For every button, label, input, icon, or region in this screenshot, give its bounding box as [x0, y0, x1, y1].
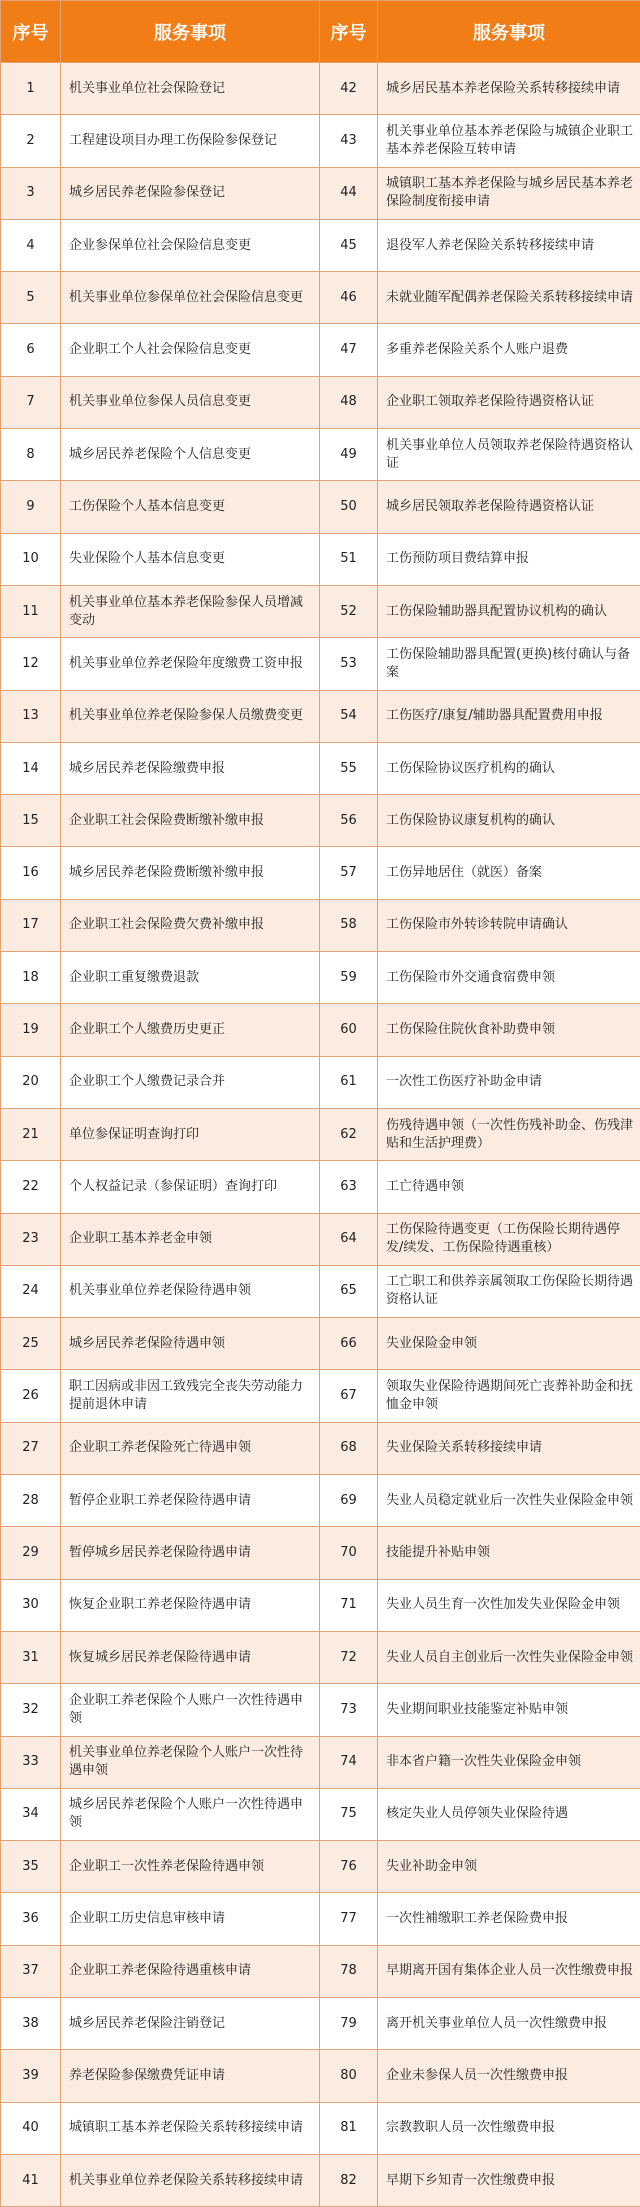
header-service-right: 服务事项 — [378, 1, 640, 63]
item-service: 企业职工一次性养老保险待遇申领 — [61, 1841, 320, 1893]
item-service: 恢复企业职工养老保险待遇申请 — [61, 1579, 320, 1631]
item-service: 一次性工伤医疗补助金申请 — [378, 1056, 640, 1108]
table-row — [1, 742, 640, 794]
item-service: 非本省户籍一次性失业保险金申领 — [378, 1736, 640, 1788]
item-index: 29 — [1, 1527, 61, 1579]
item-index: 65 — [320, 1265, 378, 1317]
item-index: 49 — [320, 429, 378, 481]
item-service: 工伤保险协议康复机构的确认 — [378, 795, 640, 847]
item-service: 企业职工社会保险费断缴补缴申报 — [61, 795, 320, 847]
table-row — [1, 1213, 640, 1265]
item-service: 失业保险个人基本信息变更 — [61, 533, 320, 585]
item-service: 退役军人养老保险关系转移接续申请 — [378, 219, 640, 271]
table-row — [1, 1475, 640, 1527]
item-service: 工伤保险住院伙食补助费申领 — [378, 1004, 640, 1056]
table-row — [1, 899, 640, 951]
item-index: 69 — [320, 1475, 378, 1527]
item-index: 56 — [320, 795, 378, 847]
table-row — [1, 219, 640, 271]
item-index: 36 — [1, 1893, 61, 1945]
item-index: 81 — [320, 2102, 378, 2154]
item-service: 机关事业单位参保单位社会保险信息变更 — [61, 272, 320, 324]
table-row — [1, 481, 640, 533]
item-index: 16 — [1, 847, 61, 899]
table-row — [1, 2102, 640, 2154]
item-index: 8 — [1, 429, 61, 481]
item-index: 19 — [1, 1004, 61, 1056]
item-service: 失业保险金申领 — [378, 1318, 640, 1370]
item-service: 领取失业保险待遇期间死亡丧葬补助金和抚恤金申领 — [378, 1370, 640, 1422]
item-service: 城乡居民养老保险费断缴补缴申报 — [61, 847, 320, 899]
item-service: 工亡职工和供养亲属领取工伤保险长期待遇资格认证 — [378, 1265, 640, 1317]
item-index: 14 — [1, 742, 61, 794]
item-service: 工伤保险市外交通食宿费申领 — [378, 952, 640, 1004]
item-index: 32 — [1, 1684, 61, 1736]
item-service: 工伤预防项目费结算申报 — [378, 533, 640, 585]
item-index: 6 — [1, 324, 61, 376]
item-service: 企业参保单位社会保险信息变更 — [61, 219, 320, 271]
item-index: 34 — [1, 1788, 61, 1840]
item-index: 17 — [1, 899, 61, 951]
item-service: 城镇职工基本养老保险关系转移接续申请 — [61, 2102, 320, 2154]
item-index: 75 — [320, 1788, 378, 1840]
item-service: 企业职工养老保险死亡待遇申领 — [61, 1422, 320, 1474]
table-row — [1, 429, 640, 481]
item-index: 12 — [1, 638, 61, 690]
item-service: 工伤保险协议医疗机构的确认 — [378, 742, 640, 794]
item-service: 暂停企业职工养老保险待遇申请 — [61, 1475, 320, 1527]
item-index: 61 — [320, 1056, 378, 1108]
item-index: 77 — [320, 1893, 378, 1945]
item-index: 62 — [320, 1108, 378, 1160]
table-row — [1, 324, 640, 376]
table-row — [1, 1161, 640, 1213]
item-index: 40 — [1, 2102, 61, 2154]
item-service: 城镇职工基本养老保险与城乡居民基本养老保险制度衔接申请 — [378, 167, 640, 219]
item-service: 失业期间职业技能鉴定补贴申领 — [378, 1684, 640, 1736]
item-index: 63 — [320, 1161, 378, 1213]
item-index: 37 — [1, 1945, 61, 1997]
item-index: 9 — [1, 481, 61, 533]
header-index-left: 序号 — [1, 1, 61, 63]
item-service: 技能提升补贴申领 — [378, 1527, 640, 1579]
item-index: 45 — [320, 219, 378, 271]
item-service: 企业职工基本养老金申领 — [61, 1213, 320, 1265]
table-row — [1, 847, 640, 899]
table-row — [1, 1579, 640, 1631]
item-index: 76 — [320, 1841, 378, 1893]
table-row — [1, 533, 640, 585]
table-row — [1, 638, 640, 690]
item-index: 7 — [1, 376, 61, 428]
item-service: 城乡居民养老保险待遇申领 — [61, 1318, 320, 1370]
table-row — [1, 795, 640, 847]
item-index: 72 — [320, 1631, 378, 1683]
item-index: 55 — [320, 742, 378, 794]
item-service: 宗教教职人员一次性缴费申报 — [378, 2102, 640, 2154]
item-service: 工伤保险个人基本信息变更 — [61, 481, 320, 533]
item-index: 46 — [320, 272, 378, 324]
item-service: 机关事业单位养老保险关系转移接续申请 — [61, 2154, 320, 2206]
item-index: 31 — [1, 1631, 61, 1683]
item-service: 机关事业单位养老保险参保人员缴费变更 — [61, 690, 320, 742]
item-index: 47 — [320, 324, 378, 376]
item-index: 27 — [1, 1422, 61, 1474]
item-service: 城乡居民养老保险个人信息变更 — [61, 429, 320, 481]
item-index: 44 — [320, 167, 378, 219]
table-row — [1, 1318, 640, 1370]
table-row — [1, 1684, 640, 1736]
item-service: 城乡居民领取养老保险待遇资格认证 — [378, 481, 640, 533]
table-row — [1, 63, 640, 115]
item-service: 早期下乡知青一次性缴费申报 — [378, 2154, 640, 2206]
item-service: 失业人员稳定就业后一次性失业保险金申领 — [378, 1475, 640, 1527]
item-index: 51 — [320, 533, 378, 585]
item-index: 67 — [320, 1370, 378, 1422]
table-row — [1, 1788, 640, 1840]
item-index: 74 — [320, 1736, 378, 1788]
item-index: 20 — [1, 1056, 61, 1108]
item-service: 工伤保险待遇变更（工伤保险长期待遇停发/续发、工伤保险待遇重核） — [378, 1213, 640, 1265]
item-index: 24 — [1, 1265, 61, 1317]
item-index: 38 — [1, 1997, 61, 2049]
item-service: 失业人员生育一次性加发失业保险金申领 — [378, 1579, 640, 1631]
item-index: 43 — [320, 115, 378, 167]
item-index: 70 — [320, 1527, 378, 1579]
item-index: 48 — [320, 376, 378, 428]
table-row — [1, 2050, 640, 2102]
item-service: 企业职工个人缴费记录合并 — [61, 1056, 320, 1108]
table-row — [1, 1893, 640, 1945]
item-index: 54 — [320, 690, 378, 742]
table-row — [1, 585, 640, 637]
item-service: 工亡待遇申领 — [378, 1161, 640, 1213]
table-row — [1, 1631, 640, 1683]
item-index: 78 — [320, 1945, 378, 1997]
item-index: 21 — [1, 1108, 61, 1160]
item-service: 城乡居民养老保险个人账户一次性待遇申领 — [61, 1788, 320, 1840]
item-service: 失业保险关系转移接续申请 — [378, 1422, 640, 1474]
item-service: 机关事业单位基本养老保险与城镇企业职工基本养老保险互转申请 — [378, 115, 640, 167]
item-service: 企业职工养老保险待遇重核申请 — [61, 1945, 320, 1997]
item-service: 企业职工个人社会保险信息变更 — [61, 324, 320, 376]
item-index: 18 — [1, 952, 61, 1004]
item-index: 33 — [1, 1736, 61, 1788]
item-service: 早期离开国有集体企业人员一次性缴费申报 — [378, 1945, 640, 1997]
table-row — [1, 1945, 640, 1997]
table-body — [1, 63, 640, 2207]
item-index: 41 — [1, 2154, 61, 2206]
item-index: 4 — [1, 219, 61, 271]
item-index: 82 — [320, 2154, 378, 2206]
item-index: 68 — [320, 1422, 378, 1474]
item-index: 42 — [320, 63, 378, 115]
item-service: 机关事业单位养老保险年度缴费工资申报 — [61, 638, 320, 690]
table-row — [1, 1736, 640, 1788]
item-service: 企业职工重复缴费退款 — [61, 952, 320, 1004]
item-service: 多重养老保险关系个人账户退费 — [378, 324, 640, 376]
item-index: 35 — [1, 1841, 61, 1893]
item-index: 5 — [1, 272, 61, 324]
item-service: 个人权益记录（参保证明）查询打印 — [61, 1161, 320, 1213]
item-service: 企业未参保人员一次性缴费申报 — [378, 2050, 640, 2102]
item-service: 工伤保险市外转诊转院申请确认 — [378, 899, 640, 951]
item-index: 30 — [1, 1579, 61, 1631]
item-service: 企业职工历史信息审核申请 — [61, 1893, 320, 1945]
item-index: 25 — [1, 1318, 61, 1370]
item-service: 机关事业单位养老保险待遇申领 — [61, 1265, 320, 1317]
item-service: 机关事业单位人员领取养老保险待遇资格认证 — [378, 429, 640, 481]
item-service: 未就业随军配偶养老保险关系转移接续申请 — [378, 272, 640, 324]
item-index: 50 — [320, 481, 378, 533]
item-service: 机关事业单位社会保险登记 — [61, 63, 320, 115]
item-index: 28 — [1, 1475, 61, 1527]
table-row — [1, 690, 640, 742]
item-index: 52 — [320, 585, 378, 637]
item-index: 64 — [320, 1213, 378, 1265]
item-index: 58 — [320, 899, 378, 951]
item-service: 核定失业人员停领失业保险待遇 — [378, 1788, 640, 1840]
table-row — [1, 376, 640, 428]
item-index: 80 — [320, 2050, 378, 2102]
table-row — [1, 167, 640, 219]
item-index: 57 — [320, 847, 378, 899]
item-index: 53 — [320, 638, 378, 690]
table-row — [1, 1265, 640, 1317]
table-header-row — [1, 1, 640, 63]
item-index: 15 — [1, 795, 61, 847]
item-service: 企业职工个人缴费历史更正 — [61, 1004, 320, 1056]
table-row — [1, 1527, 640, 1579]
item-service: 失业人员自主创业后一次性失业保险金申领 — [378, 1631, 640, 1683]
table-row — [1, 1422, 640, 1474]
item-index: 39 — [1, 2050, 61, 2102]
header-service-left: 服务事项 — [61, 1, 320, 63]
table-row — [1, 115, 640, 167]
item-service: 暂停城乡居民养老保险待遇申请 — [61, 1527, 320, 1579]
table-row — [1, 1841, 640, 1893]
item-service: 工程建设项目办理工伤保险参保登记 — [61, 115, 320, 167]
table-row — [1, 272, 640, 324]
item-service: 工伤保险辅助器具配置(更换)核付确认与备案 — [378, 638, 640, 690]
item-service: 伤残待遇申领（一次性伤残补助金、伤残津贴和生活护理费） — [378, 1108, 640, 1160]
item-service: 城乡居民养老保险缴费申报 — [61, 742, 320, 794]
table-row — [1, 1370, 640, 1422]
item-index: 22 — [1, 1161, 61, 1213]
item-index: 2 — [1, 115, 61, 167]
item-service: 企业职工领取养老保险待遇资格认证 — [378, 376, 640, 428]
item-service: 恢复城乡居民养老保险待遇申请 — [61, 1631, 320, 1683]
item-index: 73 — [320, 1684, 378, 1736]
item-service: 离开机关事业单位人员一次性缴费申报 — [378, 1997, 640, 2049]
item-service: 企业职工养老保险个人账户一次性待遇申领 — [61, 1684, 320, 1736]
item-service: 单位参保证明查询打印 — [61, 1108, 320, 1160]
item-service: 城乡居民养老保险注销登记 — [61, 1997, 320, 2049]
table-row — [1, 1004, 640, 1056]
item-index: 11 — [1, 585, 61, 637]
item-service: 机关事业单位参保人员信息变更 — [61, 376, 320, 428]
item-index: 13 — [1, 690, 61, 742]
item-index: 60 — [320, 1004, 378, 1056]
table-row — [1, 952, 640, 1004]
item-service: 机关事业单位基本养老保险参保人员增减变动 — [61, 585, 320, 637]
item-index: 79 — [320, 1997, 378, 2049]
item-index: 59 — [320, 952, 378, 1004]
table-row — [1, 2154, 640, 2206]
table-row — [1, 1056, 640, 1108]
item-service: 职工因病或非因工致残完全丧失劳动能力提前退休申请 — [61, 1370, 320, 1422]
table-row — [1, 1997, 640, 2049]
item-index: 26 — [1, 1370, 61, 1422]
item-service: 一次性補缴职工养老保险费申报 — [378, 1893, 640, 1945]
item-index: 23 — [1, 1213, 61, 1265]
item-service: 城乡居民基本养老保险关系转移接续申请 — [378, 63, 640, 115]
item-service: 工伤异地居住（就医）备案 — [378, 847, 640, 899]
item-service: 养老保险参保缴费凭证申请 — [61, 2050, 320, 2102]
item-index: 71 — [320, 1579, 378, 1631]
header-index-right: 序号 — [320, 1, 378, 63]
item-service: 机关事业单位养老保险个人账户一次性待遇申领 — [61, 1736, 320, 1788]
item-service: 工伤医疗/康复/辅助器具配置费用申报 — [378, 690, 640, 742]
item-index: 3 — [1, 167, 61, 219]
item-service: 失业补助金申领 — [378, 1841, 640, 1893]
item-service: 企业职工社会保险费欠费补缴申报 — [61, 899, 320, 951]
table-row — [1, 1108, 640, 1160]
item-index: 66 — [320, 1318, 378, 1370]
item-service: 城乡居民养老保险参保登记 — [61, 167, 320, 219]
item-index: 10 — [1, 533, 61, 585]
item-index: 1 — [1, 63, 61, 115]
item-service: 工伤保险辅助器具配置协议机构的确认 — [378, 585, 640, 637]
